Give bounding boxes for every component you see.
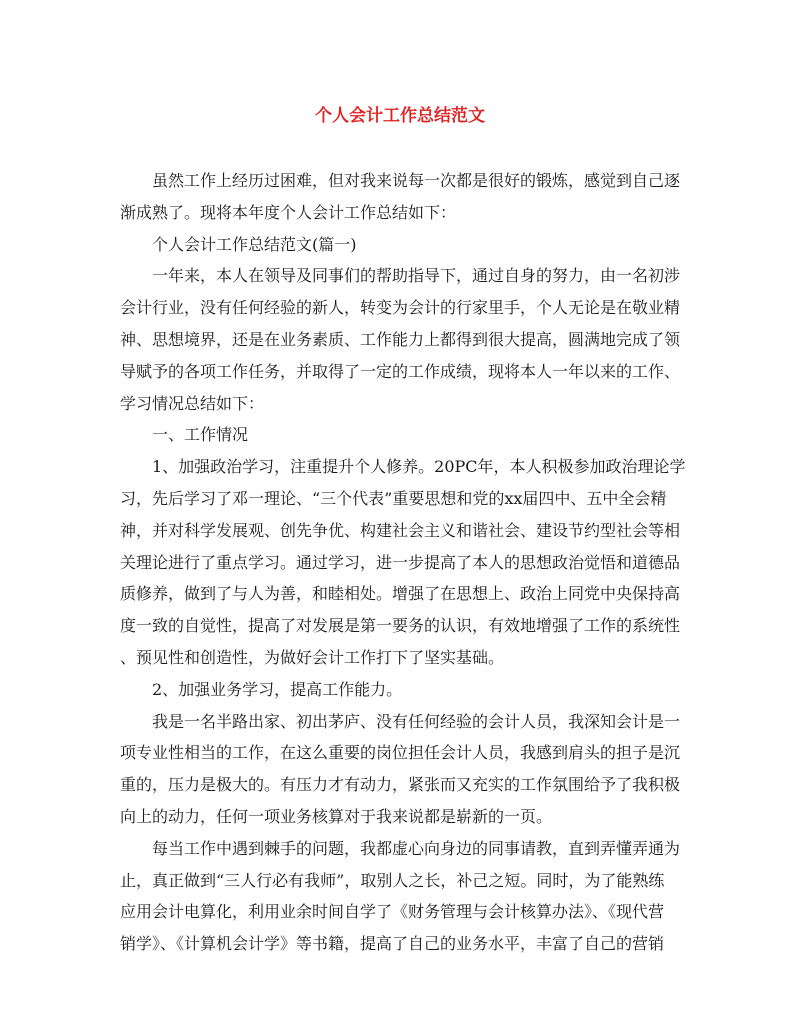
text-line: 止，真正做到“三人行必有我师”，取别人之长，补己之短。同时，为了能熟练: [120, 870, 665, 890]
document-body: [120, 165, 686, 960]
text-line: 度一致的自觉性，提高了对发展是第一要务的认识，有效地增强了工作的系统性: [120, 616, 681, 636]
text-line: 渐成熟了。现将本年度个人会计工作总结如下：: [120, 202, 457, 222]
text-line: 2、加强业务学习，提高工作能力。: [152, 679, 403, 699]
text-line: 个人会计工作总结范文(篇一): [152, 234, 357, 254]
text-line: 每当工作中遇到棘手的问题，我都虚心向身边的同事请教，直到弄懂弄通为: [152, 838, 681, 858]
text-line: 学习情况总结如下：: [120, 393, 265, 413]
text-line: 一年来，本人在领导及同事们的帮助指导下，通过自身的努力，由一名初涉: [152, 266, 681, 286]
text-line: 重的，压力是极大的。有压力才有动力，紧张而又充实的工作氛围给予了我积极: [120, 775, 681, 795]
text-line: 向上的动力，任何一项业务核算对于我来说都是崭新的一页。: [120, 806, 553, 826]
text-line: 应用会计电算化，利用业余时间自学了《财务管理与会计核算办法》、《现代营: [120, 902, 665, 922]
text-line: 一、工作情况: [152, 425, 249, 445]
text-line: 项专业性相当的工作，在这么重要的岗位担任会计人员，我感到肩头的担子是沉: [120, 743, 681, 763]
document-title: 个人会计工作总结范文: [315, 106, 485, 126]
text-line: 关理论进行了重点学习。通过学习，进一步提高了本人的思想政治觉悟和道德品: [120, 552, 681, 572]
text-line: 会计行业，没有任何经验的新人，转变为会计的行家里手，个人无论是在敬业精: [120, 298, 681, 318]
text-line: 1、加强政治学习，注重提升个人修养。20PC年，本人积极参加政治理论学: [152, 457, 686, 477]
text-line: 、预见性和创造性，为做好会计工作打下了坚实基础。: [120, 647, 505, 667]
text-line: 神，并对科学发展观、创先争优、构建社会主义和谐社会、建设节约型社会等相: [120, 520, 681, 540]
text-line: 神、思想境界，还是在业务素质、工作能力上都得到很大提高，圆满地完成了领: [120, 329, 681, 349]
text-line: 销学》、《计算机会计学》等书籍，提高了自己的业务水平，丰富了自己的营销: [120, 934, 665, 954]
text-line: 我是一名半路出家、初出茅庐、没有任何经验的会计人员，我深知会计是一: [152, 711, 681, 731]
text-line: 虽然工作上经历过困难，但对我来说每一次都是很好的锻炼，感觉到自己逐: [152, 171, 681, 190]
text-line: 习，先后学习了邓一理论、“三个代表”重要思想和党的xx届四中、五中全会精: [120, 488, 667, 508]
text-line: 质修养，做到了与人为善，和睦相处。增强了在思想上、政治上同党中央保持高: [120, 584, 681, 604]
text-line: 导赋予的各项工作任务，并取得了一定的工作成绩，现将本人一年以来的工作、: [120, 361, 681, 381]
